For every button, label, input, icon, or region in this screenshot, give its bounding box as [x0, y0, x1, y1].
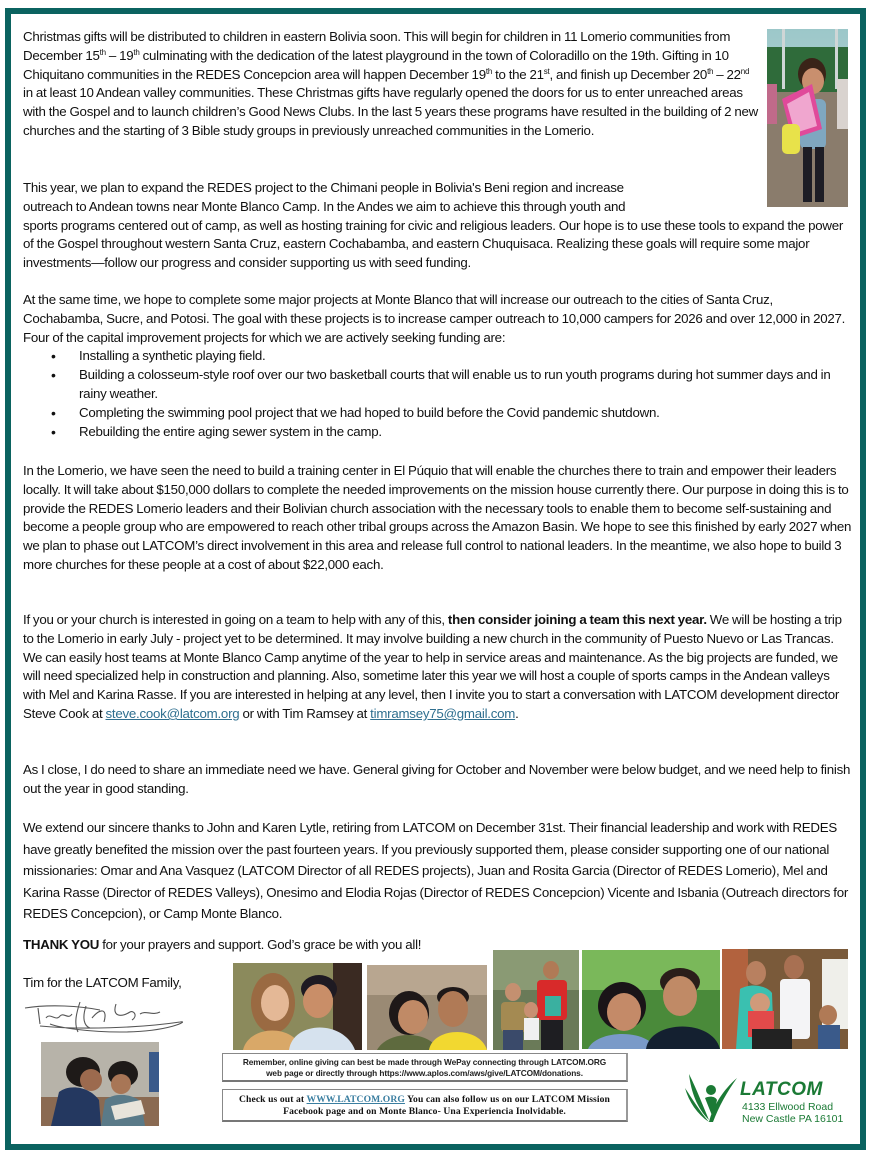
- p7-text: We extend our sincere thanks to John and Karen Lytle, retiring from LATCOM on December 31st. Their financial leadership and work with REDES have greatly benefited the mission over the past fourteen years. If you previously supported them, please consider supporting one of our national missionaries: Omar and Ana Vasquez (LATCOM Director of all REDES projects), Juan and Rosita Garcia (Director of REDES Lomerio), Mel and Karina Rasse (Director of REDES Valleys), Onesimo and Elodia Rojas (Director of REDES Concepcion) Vicente and Isbania (Outreach directors for REDES Concepcion), or Camp Monte Blanco.: [23, 820, 849, 921]
- photo-boys-reading: [41, 1042, 159, 1126]
- p1-text: , and finish up December 20: [549, 66, 708, 82]
- ordinal-suffix: th: [99, 47, 106, 57]
- paragraph-immediate-need: [23, 761, 853, 799]
- p5-text: .: [515, 705, 519, 721]
- p6-text: As I close, I do need to share an immediate need we have. General giving for October and November were below budget, and we need help to finish out the year in good standing.: [23, 762, 851, 796]
- website-note: [222, 1089, 628, 1122]
- ordinal-suffix: th: [133, 47, 140, 57]
- p5-text: or with Tim Ramsey at: [239, 705, 371, 721]
- couple-1-graphic: [233, 963, 362, 1050]
- p1-text: – 19: [105, 47, 134, 63]
- email-link-tim-ramsey[interactable]: timramsey75@gmail.com: [370, 705, 516, 721]
- call-to-action: then consider joining a team this next year.: [447, 612, 707, 627]
- family-5-graphic: [722, 949, 848, 1049]
- paragraph-monte-blanco-projects: [23, 291, 853, 441]
- p1-text: – 22: [713, 66, 741, 82]
- ordinal-suffix: nd: [740, 66, 750, 76]
- p4-text: In the Lomerio, we have seen the need to build a training center in El Púquio that will enable the churches there to train and empower their leaders locally. It will take about $150,000 dollars to complete the needed improvements on the mission house currently there. Our purpose in doing this is to provide the REDES Lomerio leaders and their Bolivian church association with the necessary tools to enable them to become self-sustaining and become a people group who are empowered to reach other tribal groups across the Amazon Basin. We hope to see this finished by early 2027 when we plan to phase out LATCOM’s direct involvement in this area and release full control to national leaders. In the meantime, we also hope to build 3 more churches for these people at a cost of about $22,000 each.: [23, 463, 852, 572]
- p1-text: Christmas gifts will be distributed to children in eastern Bolivia soon. This will begin for children in 11 Lomerio communities from December 15: [23, 29, 731, 63]
- photo-missionary-couple-1: [233, 963, 362, 1050]
- paragraph-expansion-plans: [23, 179, 853, 273]
- p1-text: in at least 10 Andean valley communities. These Christmas gifts have regularly opened the doors for us to enter unreached areas with the Gospel and to launch children’s Good News Clubs. In the last 5 years these programs have resulted in the building of 2 new churches and the starting of 3 Bible study groups in previously unreached communities in the Lomerio.: [23, 85, 758, 138]
- list-item: • Building a colosseum-style roof over our two basketball courts that will enable us to run youth programs during hot summer days and in rainy weather.: [23, 366, 853, 404]
- latcom-logo-icon: [683, 1068, 739, 1124]
- p3-intro: At the same time, we hope to complete some major projects at Monte Blanco that will increase our outreach to the cities of Santa Cruz, Cochabamba, Sucre, and Potosi. The goal with these projects is to increase camper outreach to 10,000 campers for 2026 and over 12,000 in 2027. Four of the capital improvement projects for which we are actively seeking funding are:: [23, 292, 846, 345]
- closing-line: [23, 974, 223, 993]
- p1-text: culminating with the dedication of the latest playground in the town of Coloradillo on the 19th. Gifting in 10 Chiquitano communities in the REDES Concepcion area will happen December 19: [23, 47, 729, 82]
- website-note-line: Facebook page and on Monte Blanco- Una Experiencia Inolvidable.: [283, 1106, 566, 1117]
- photo-missionary-family-5: [722, 949, 848, 1049]
- giving-note-line: Remember, online giving can best be made through WePay connecting through LATCOM.ORG: [242, 1057, 607, 1067]
- p5-text: If you or your church is interested in going on a team to help with any of this,: [23, 612, 448, 627]
- email-link-steve-cook[interactable]: steve.cook@latcom.org: [105, 705, 240, 721]
- paragraph-join-team: [23, 611, 853, 724]
- signature: [20, 998, 190, 1038]
- signature-graphic: [20, 998, 190, 1038]
- online-giving-note: [222, 1053, 628, 1082]
- latcom-address-line1: 4133 Ellwood Road: [742, 1101, 834, 1113]
- ordinal-suffix: st: [543, 66, 550, 76]
- p2-text: sports programs centered out of camp, as well as hosting training for civic and religious leaders. Our hope is to use these tools to expand the power of the Gospel throughout western Santa Cruz, eastern Cochabamba, and eastern Chuquisaca. Realizing these goals will require some major investments—follow our progress and consider supporting us with seed funding.: [23, 217, 844, 271]
- p1-text: to the 21: [492, 66, 544, 82]
- paragraph-thanks-lytle: [23, 817, 853, 925]
- photo-missionary-family-3: [493, 950, 579, 1050]
- website-note-text: Check us out at: [239, 1094, 307, 1105]
- couple-2-graphic: [367, 965, 487, 1050]
- ordinal-suffix: th: [707, 66, 714, 76]
- list-item: • Installing a synthetic playing field.: [23, 347, 853, 366]
- latcom-logo-text: LATCOM: [740, 1079, 823, 1100]
- latcom-address-line2: New Castle PA 16101: [742, 1113, 844, 1125]
- list-item: • Completing the swimming pool project that we had hoped to build before the Covid pandemic shutdown.: [23, 404, 853, 423]
- ordinal-suffix: th: [485, 66, 493, 76]
- latcom-website-link[interactable]: WWW.LATCOM.ORG: [306, 1094, 405, 1105]
- photo-missionary-couple-4: [582, 950, 720, 1049]
- p8-text: for your prayers and support. God’s grace be with you all!: [99, 937, 422, 952]
- latcom-leaf-icon: [683, 1068, 739, 1124]
- photo-missionary-couple-2: [367, 965, 487, 1050]
- website-note-text: You can also follow us on our LATCOM Mission: [404, 1094, 610, 1105]
- p5-text: We will be hosting a trip to the Lomerio in early July - project yet to be determined. It may involve building a new church in the community of Puesto Nuevo or Las Trancas. We can easily host teams at Monte Blanco Camp anytime of the year to help in service areas and maintenance. As the big projects are funded, we will need specialized help in construction and planning. Also, sometime later this year we will host a couple of sports camps in the Andean valleys with Mel and Karina Rasse. If you are interested in helping at any level, then I invite you to start a conversation with LATCOM development director Steve Cook at: [23, 612, 842, 721]
- paragraph-lomerio-training-center: [23, 462, 853, 575]
- capital-projects-list: [23, 347, 853, 441]
- thank-you-heading: THANK YOU: [23, 937, 100, 952]
- closing-text: Tim for the LATCOM Family,: [23, 975, 182, 990]
- p2-line: This year, we plan to expand the REDES project to the Chimani people in Bolivia's Beni region and increase: [23, 180, 624, 195]
- couple-4-graphic: [582, 950, 720, 1049]
- p2-line: outreach to Andean towns near Monte Blanco Camp. In the Andes we aim to achieve this through youth and: [23, 198, 626, 214]
- list-item: • Rebuilding the entire aging sewer system in the camp.: [23, 423, 853, 442]
- boys-photo-graphic: [41, 1042, 159, 1126]
- paragraph-christmas-gifts: [23, 28, 761, 141]
- family-3-graphic: [493, 950, 579, 1050]
- giving-note-line: web page or directly through https://www.aplos.com/aws/give/LATCOM/donations.: [266, 1068, 583, 1078]
